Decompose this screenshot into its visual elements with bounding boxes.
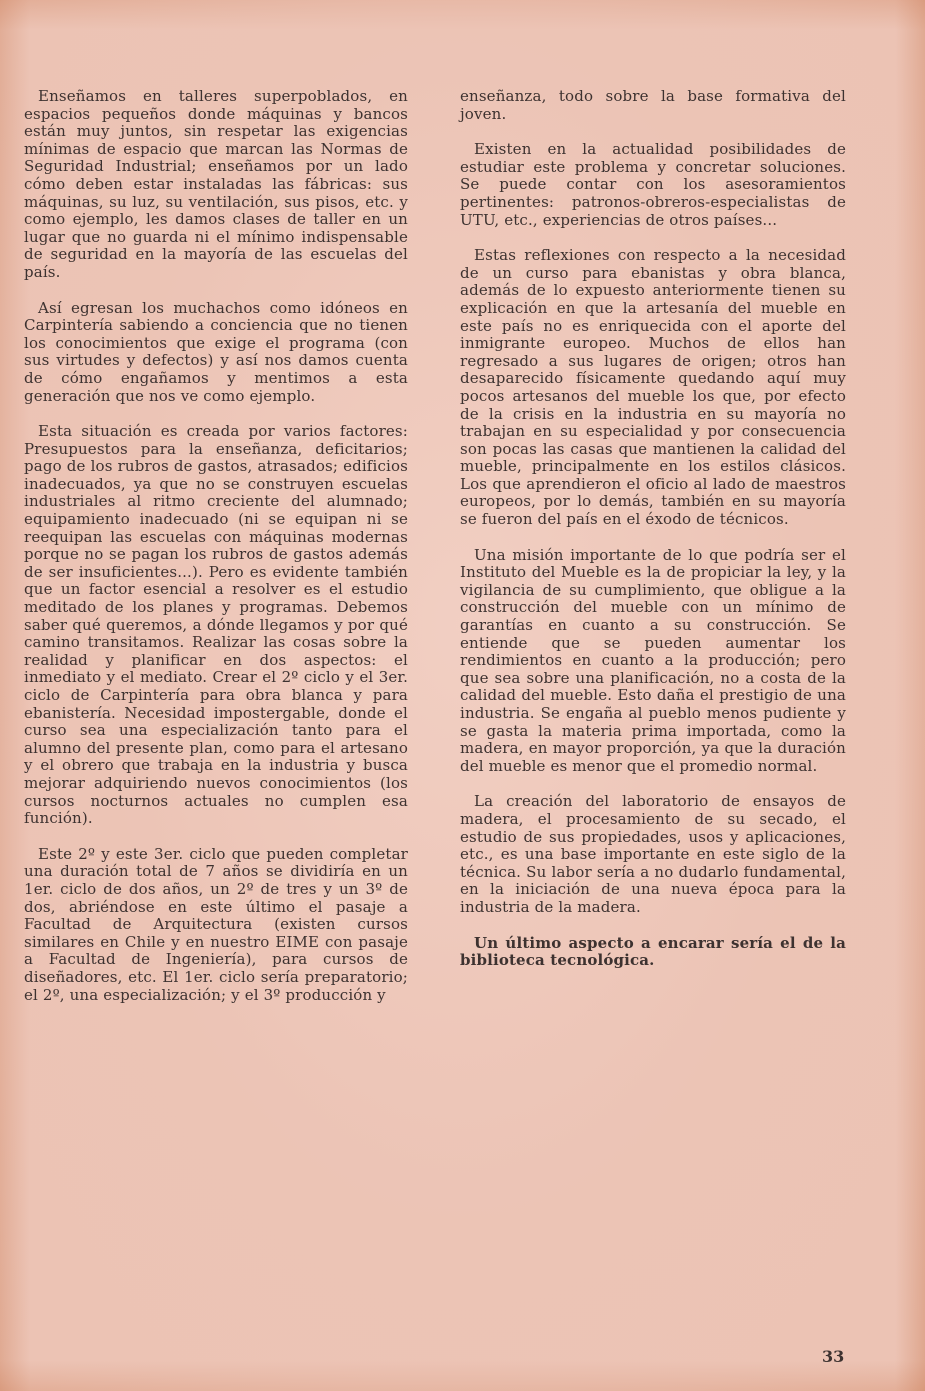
paragraph-factors: Esta situación es creada por varios factores: Presupuestos para la enseñanza, deficitarios; pago de los rubros de gastos, atrasados; edificios inadecuados, ya que no se construyen escuelas industriales al ritmo creciente del alumnado; equipamiento inadecuado (ni se equipan ni se reequipan las escuelas con máquinas modernas porque no se pagan los rubros de gastos además de ser insuficientes...). Pero es evidente también que un factor esencial a resolver es el estudio meditado de los planes y programas. Debemos saber qué queremos, a dónde llegamos y por qué camino transitamos. Realizar las cosas sobre la realidad y planificar en dos aspectos: el inmediato y el mediato. Crear el 2º ciclo y el 3er. ciclo de Carpintería para obra blanca y para ebanistería. Necesidad impostergable, donde el curso sea una especialización tanto para el alumno del presente plan, como para el artesano y el obrero que trabaja en la industria y busca mejorar adquiriendo nuevos conocimientos (los cursos nocturnos actuales no cumplen esa función). <box>24 422 408 828</box>
paragraph-laboratory: La creación del laboratorio de ensayos de madera, el procesamiento de su secado, el estudio de sus propiedades, usos y aplicaciones, etc., es una base importante en este siglo de la técnica. Su labor sería a no dudarlo fundamental, en la iniciación de una nueva época para la industria de la madera. <box>460 792 846 916</box>
right-column <box>460 88 846 988</box>
paragraph-continuation: enseñanza, todo sobre la base formativa del joven. <box>460 87 846 123</box>
page-number: 33 <box>822 1347 845 1366</box>
paragraph-graduates: Así egresan los muchachos como idóneos en Carpintería sabiendo a conciencia que no tienen los conocimientos que exige el programa (con sus virtudes y defectos) y así nos damos cuenta de cómo engañamos y mentimos a esta generación que nos ve como ejemplo. <box>24 298 408 405</box>
paragraph-workshops: Enseñamos en talleres superpoblados, en espacios pequeños donde máquinas y bancos están muy juntos, sin respetar las exigencias mínimas de espacio que marcan las Normas de Seguridad Industrial; enseñamos por un lado cómo deben estar instaladas las fábricas: sus máquinas, su luz, su ventilación, sus pisos, etc. y como ejemplo, les damos clases de taller en un lugar que no guarda ni el mínimo indispensable de seguridad en la mayoría de las escuelas del país. <box>24 87 408 281</box>
paragraph-library: Un último aspecto a encarar sería el de la biblioteca tecnológica. <box>460 933 846 970</box>
left-column <box>24 88 408 1022</box>
paragraph-cycles: Este 2º y este 3er. ciclo que pueden completar una duración total de 7 años se dividiría en un 1er. ciclo de dos años, un 2º de tres y un 3º de dos, abriéndose en este último el pasaje a Facultad de Arquitectura (existen cursos similares en Chile y en nuestro EIME con pasaje a Facultad de Ingeniería), para cursos de diseñadores, etc. El 1er. ciclo sería preparatorio; el 2º, una especialización; y el 3º producción y <box>24 844 408 1004</box>
paragraph-institute: Una misión importante de lo que podría ser el Instituto del Mueble es la de propiciar la ley, y la vigilancia de su cumplimiento, que obligue a la construcción del mueble con un mínimo de garantías en cuanto a su construcción. Se entiende que se pueden aumentar los rendimientos en cuanto a la producción; pero que sea sobre una planificación, no a costa de la calidad del mueble. Esto daña el prestigio de una industria. Se engaña al pueblo menos pudiente y se gasta la materia prima importada, como la madera, en mayor proporción, ya que la duración del mueble es menor que el promedio normal. <box>460 545 846 775</box>
paragraph-reflections: Estas reflexiones con respecto a la necesidad de un curso para ebanistas y obra blanca, además de lo expuesto anteriormente tienen su explicación en que la artesanía del mueble en este país no es enriquecida con el aporte del inmigrante europeo. Muchos de ellos han regresado a sus lugares de origen; otros han desaparecido físicamente quedando aquí muy pocos artesanos del mueble los que, por efecto de la crisis en la industria en su mayoría no trabajan en su especialidad y por consecuencia son pocas las casas que mantienen la calidad del mueble, principalmente en los estilos clásicos. Los que aprendieron el oficio al lado de maestros europeos, por lo demás, también en su mayoría se fueron del país en el éxodo de técnicos. <box>460 246 846 529</box>
paragraph-possibilities: Existen en la actualidad posibilidades de estudiar este problema y concretar soluciones. Se puede contar con los asesoramientos pertinentes: patronos-obreros-especialistas de UTU, etc., experiencias de otros países... <box>460 140 846 229</box>
